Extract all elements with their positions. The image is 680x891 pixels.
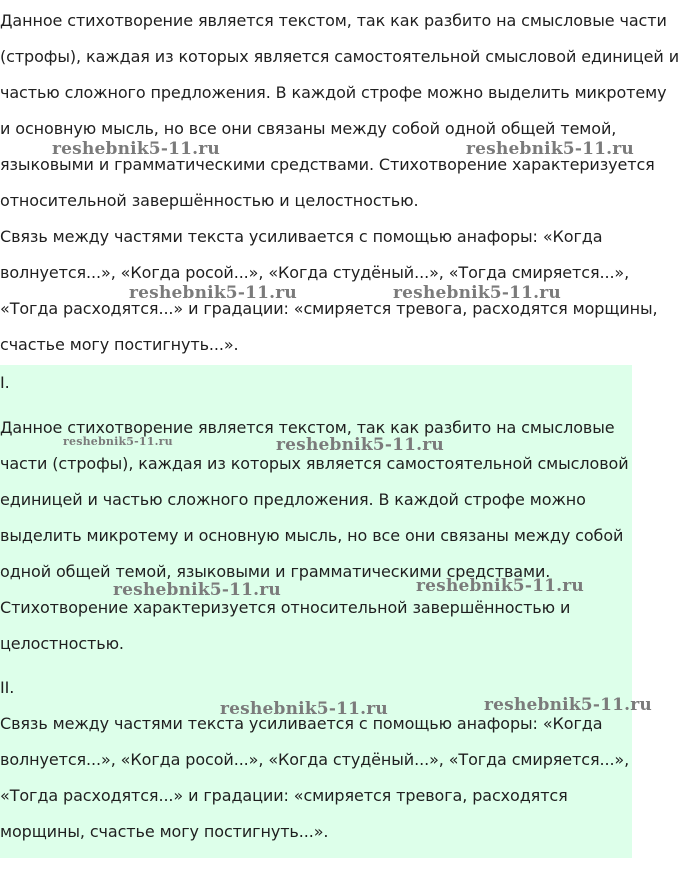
watermark: reshebnik5-11.ru — [113, 580, 281, 600]
section-2-label: II. — [0, 678, 15, 697]
intro-paragraph-2: Связь между частями текста усиливается с помощью анафоры: «Когда волнуется...», «Когда росой...», «Когда студёный...», «Тогда смиряется...», «Тогда расходятся...» и градации: «смиряется тревога, расходятся морщины, счастье могу постигнуть...». — [0, 227, 658, 354]
answer-box — [0, 365, 632, 858]
section-2-text: Связь между частями текста усиливается с помощью анафоры: «Когда волнуется...», «Когда росой...», «Когда студёный...», «Тогда смиряется...», «Тогда расходятся...» и градации: «смиряется тревога, расходятся морщины, счастье могу постигнуть...». — [0, 714, 630, 841]
watermark: reshebnik5-11.ru — [484, 695, 652, 715]
watermark: reshebnik5-11.ru — [63, 435, 173, 448]
intro-paragraph-1: Данное стихотворение является текстом, так как разбито на смысловые части (строфы), каждая из которых является самостоятельной смысловой единицей и частью сложного предложения. В каждой строфе можно выделить микротему и основную мысль, но все они связаны между собой одной общей темой, языковыми и грамматическими средствами. Стихотворение характеризуется относительной завершённостью и целостностью. — [0, 11, 680, 210]
intro-section — [0, 0, 680, 363]
watermark: reshebnik5-11.ru — [393, 283, 561, 303]
watermark: reshebnik5-11.ru — [52, 139, 220, 159]
section-1-label: I. — [0, 373, 10, 392]
watermark: reshebnik5-11.ru — [416, 576, 584, 596]
watermark: reshebnik5-11.ru — [220, 699, 388, 719]
section-1-text: Данное стихотворение является текстом, так как разбито на смысловые части (строфы), каждая из которых является самостоятельной смысловой единицей и частью сложного предложения. В каждой строфе можно выделить микротему и основную мысль, но все они связаны между собой одной общей темой, языковыми и грамматическими средствами. Стихотворение характеризуется относительной завершённостью и целостностью. — [0, 418, 629, 653]
watermark: reshebnik5-11.ru — [276, 435, 444, 455]
watermark: reshebnik5-11.ru — [129, 283, 297, 303]
watermark: reshebnik5-11.ru — [466, 139, 634, 159]
